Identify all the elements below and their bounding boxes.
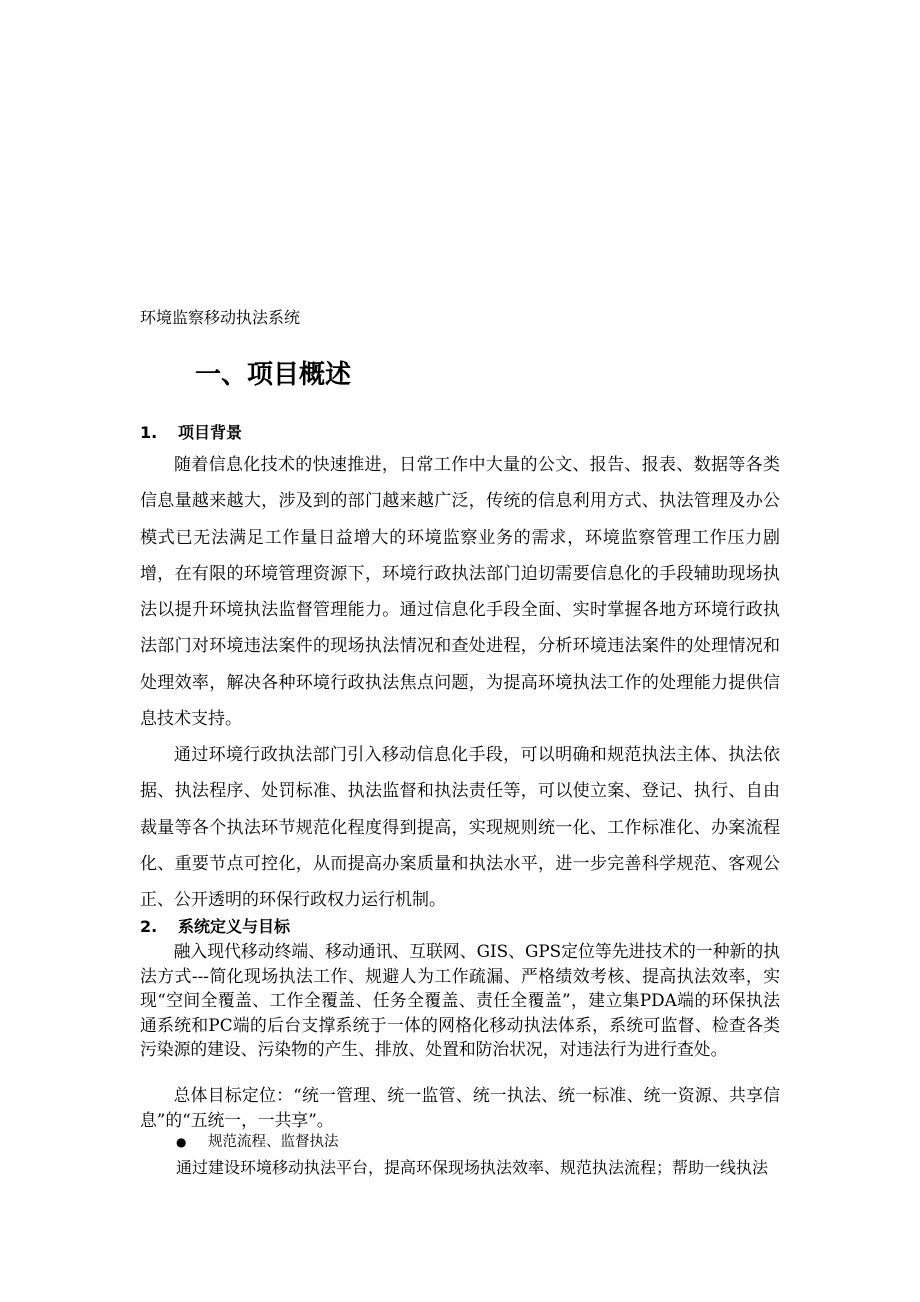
section-heading-definition: [140, 916, 290, 938]
paragraph-definition-1: 融入现代移动终端、移动通讯、互联网、GIS、GPS定位等先进技术的一种新的执法方式---简化现场执法工作、规避人为工作疏漏、严格绩效考核、提高执法效率，实现“空间全覆盖、工作全覆盖、任务全覆盖、责任全覆盖”，建立集PDA端的环保执法通系统和PC端的后台支撑系统于一体的网格化移动执法体系，系统可监督、检查各类污染源的建设、污染物的产生、排放、处置和防治状况，对违法行为进行查处。: [140, 941, 780, 1059]
bullet-dot-icon: ●: [176, 1135, 187, 1149]
section-title: 系统定义与目标: [178, 917, 291, 936]
paragraph-definition-2: 总体目标定位：“统一管理、统一监管、统一执法、统一标准、统一资源、共享信息”的“五统一，一共享”。: [140, 1085, 780, 1130]
section-number: 2.: [140, 917, 158, 936]
bullet-text: 规范流程、监督执法: [208, 1134, 339, 1150]
section-title: 项目背景: [178, 423, 243, 442]
chapter-heading: 一、项目概述: [195, 360, 352, 390]
paragraph-background-1: 随着信息化技术的快速推进，日常工作中大量的公文、报告、报表、数据等各类信息量越来越大，涉及到的部门越来越广泛，传统的信息利用方式、执法管理及办公模式已无法满足工作量日益增大的环境监察业务的需求，环境监察管理工作压力剧增，在有限的环境管理资源下，环境行政执法部门迫切需要信息化的手段辅助现场执法以提升环境执法监督管理能力。通过信息化手段全面、实时掌握各地方环境行政执法部门对环境违法案件的现场执法情况和查处进程，分析环境违法案件的处理情况和处理效率，解决各种环境行政执法焦点问题，为提高环境执法工作的处理能力提供信息技术支持。: [140, 455, 780, 730]
section-heading-background: [140, 422, 242, 444]
bullet-list-item: [176, 1131, 339, 1153]
section-number: 1.: [140, 423, 158, 442]
paragraph-background-2: 通过环境行政执法部门引入移动信息化手段，可以明确和规范执法主体、执法依据、执法程序、处罚标准、执法监督和执法责任等，可以使立案、登记、执行、自由裁量等各个执法环节规范化程度得到提高，实现规则统一化、工作标准化、办案流程化、重要节点可控化，从而提高办案质量和执法水平，进一步完善科学规范、客观公正、公开透明的环保行政权力运行机制。: [140, 745, 780, 911]
paragraph-trailing: 通过建设环境移动执法平台，提高环保现场执法效率、规范执法流程；帮助一线执法: [176, 1158, 769, 1177]
document-title: 环境监察移动执法系统: [140, 308, 301, 327]
